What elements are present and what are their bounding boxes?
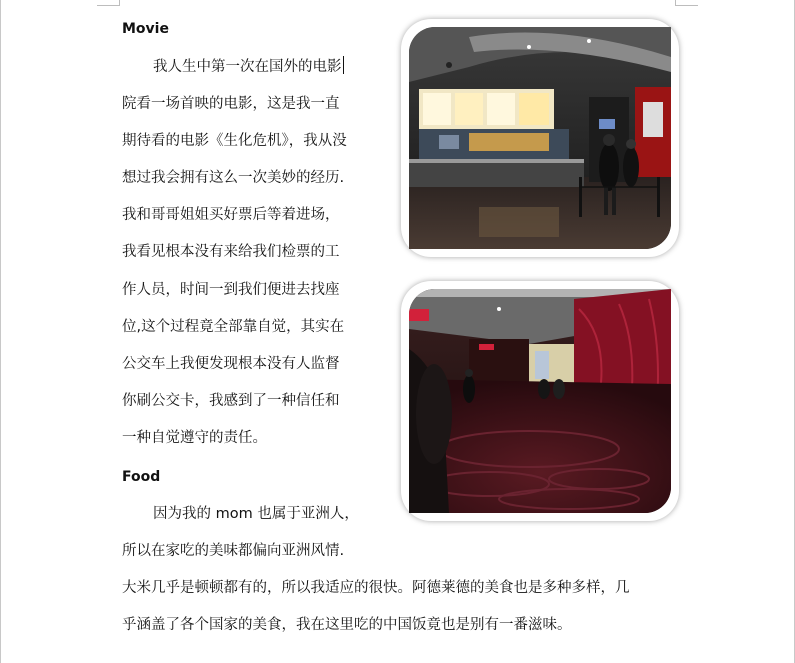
body-line[interactable]: 因为我的 mom 也属于亚洲人， — [153, 506, 359, 522]
cinema-lobby-image — [409, 27, 671, 249]
cinema-lobby-illustration — [409, 27, 671, 249]
body-line[interactable]: 想过我会拥有这么一次美妙的经历. — [122, 170, 345, 186]
body-line[interactable]: 作人员，时间一到我们便进去找座 — [122, 282, 340, 298]
body-line-text: 我人生中第一次在国外的电影 — [153, 59, 342, 75]
body-line[interactable]: 院看一场首映的电影，这是我一直 — [122, 96, 340, 112]
body-line[interactable]: 位,这个过程竟全部靠自觉，其实在 — [122, 319, 345, 335]
cinema-hallway-image — [409, 289, 671, 513]
cinema-lobby-photo[interactable] — [401, 19, 679, 257]
cinema-hallway-photo[interactable] — [401, 281, 679, 521]
body-line[interactable]: 公交车上我便发现根本没有人监督 — [122, 356, 340, 372]
body-line[interactable]: 期待看的电影《生化危机》，我从没 — [122, 133, 347, 149]
body-line[interactable]: 我看见根本没有来给我们检票的工 — [122, 244, 340, 260]
movie-heading: Movie — [122, 21, 169, 37]
body-line[interactable]: 所以在家吃的美味都偏向亚洲风情. — [122, 543, 345, 559]
text-cursor — [343, 56, 344, 74]
body-line[interactable]: 乎涵盖了各个国家的美食，我在这里吃的中国饭竟也是别有一番滋味。 — [122, 617, 572, 633]
food-heading: Food — [122, 469, 161, 485]
body-line[interactable]: 大米几乎是顿顿都有的，所以我适应的很快。阿德莱德的美食也是多种多样，几 — [122, 580, 630, 596]
margin-crop-mark-left — [97, 0, 120, 6]
body-line[interactable]: 你刷公交卡，我感到了一种信任和 — [122, 393, 340, 409]
cinema-hallway-illustration — [409, 289, 671, 513]
body-line[interactable] — [153, 56, 344, 77]
margin-crop-mark-right — [675, 0, 698, 6]
body-line[interactable]: 我和哥哥姐姐买好票后等着进场， — [122, 207, 340, 223]
body-line[interactable]: 一种自觉遵守的责任。 — [122, 430, 267, 446]
